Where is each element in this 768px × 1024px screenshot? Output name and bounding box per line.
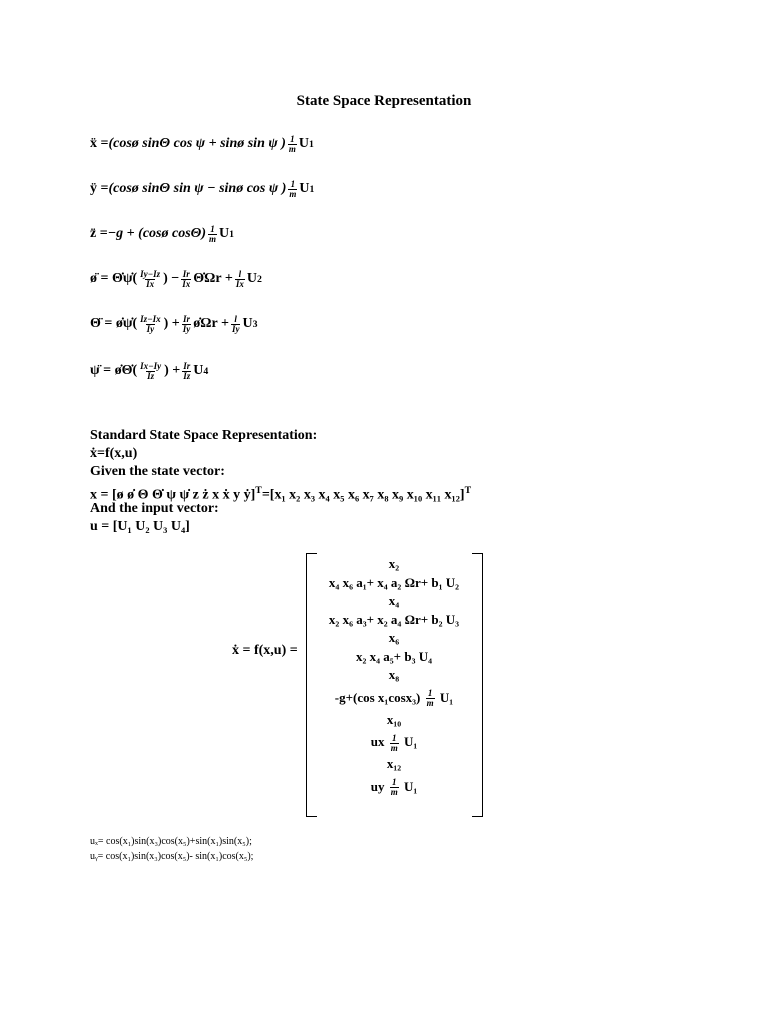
fraction: $\frac{l}{Iy}$ [231, 313, 240, 334]
matrix-row: -g+(cos x₁cosx₃) $\frac{1}{m}$ U₁ [334, 688, 454, 709]
eq-lhs: ψ̈ = ø̇Θ̇( [90, 363, 138, 378]
matrix-row: ux $\frac{1}{m}$ U₁ [370, 732, 418, 753]
eq-tail: U [246, 271, 257, 286]
fraction: $\frac{Ir}{Iz}$ [183, 360, 191, 381]
matrix-row: x₁₀ [386, 711, 402, 727]
fraction: $\frac{Iz-Ix}{Iy}$ [140, 313, 161, 334]
state-vector: x = [ø ø̇ Θ Θ̇ ψ ψ̇ z ż x ẋ y ẏ]$^T$=[x₁ x₂ x₃ x₄ x₅ x₆ x₇ x₈ x₉ x₁₀ x₁₁ x₁₂]$^T$ [90, 485, 472, 503]
equation-x-accel: ẍ = (cosø sinΘ cos ψ + sinø sin ψ ) $\frac{1}{m}$ U 1 [90, 133, 314, 154]
state-matrix [232, 553, 492, 815]
fraction: $\frac{1}{m}$ [426, 688, 434, 709]
matrix-row: uy $\frac{1}{m}$ U₁ [370, 777, 418, 798]
fraction: $\frac{Iy-Iz}{Ix}$ [140, 268, 161, 289]
matrix-row: x₈ [388, 667, 400, 682]
eq-mid: ) − [163, 271, 180, 286]
fraction: $\frac{l}{Ix}$ [235, 268, 244, 289]
fraction: $\frac{1}{m}$ [288, 133, 296, 154]
eq-lhs: ẍ = [90, 136, 109, 151]
input-vector: u = [U₁ U₂ U₃ U₄] [90, 519, 190, 534]
page-title: State Space Representation [296, 93, 472, 109]
eq-lhs: ø̈ = Θ̇ψ̇( [90, 271, 138, 286]
matrix-row: x₂ [388, 556, 400, 571]
fraction: $\frac{Ir}{Iy}$ [182, 313, 191, 334]
fraction: $\frac{1}{m}$ [289, 178, 297, 199]
fraction: $\frac{Ix-Iy}{Iz}$ [140, 360, 162, 381]
eq-body: (cosø sinΘ cos ψ + sinø sin ψ ) [108, 136, 286, 151]
eq-tail: U [242, 316, 253, 331]
equation-yaw-accel: ψ̈ = ø̇Θ̇( $\frac{Ix-Iy}{Iz}$ ) + $\frac{Ir}{Iz}$ U 4 [90, 360, 209, 381]
matrix-lhs: ẋ = f(x,u) = [232, 643, 298, 658]
input-vector-heading: And the input vector: [90, 501, 219, 516]
eq-tail: U [299, 181, 310, 196]
fraction: $\frac{Ir}{Ix}$ [182, 268, 191, 289]
eq-mid: ) + [164, 363, 181, 378]
equation-roll-accel: ø̈ = Θ̇ψ̇( $\frac{Iy-Iz}{Ix}$ ) − $\frac{Ir}{Ix}$ Θ̇Ωr + $\frac{l}{Ix}$ U 2 [90, 268, 262, 289]
eq-body: −g + (cosø cosΘ) [107, 226, 206, 241]
eq-tail: U [193, 363, 204, 378]
matrix-row: x₆ [388, 630, 400, 645]
eq-tail: U [219, 226, 230, 241]
footnote-ux: uₓ= cos(x₁)sin(x₃)cos(x₅)+sin(x₁)sin(x₅); [90, 836, 252, 847]
eq-mid: Θ̇Ωr + [193, 271, 233, 286]
eq-lhs: Θ̈ = ø̇ψ̇( [90, 316, 138, 331]
fraction: $\frac{1}{m}$ [209, 223, 217, 244]
eq-mid: ø̇Ωr + [193, 316, 229, 331]
matrix-row: x₂ x₆ a₃+ x₂ a₄ Ωr+ b₂ U₃ [328, 611, 460, 627]
footnote-uy: uᵧ= cos(x₁)sin(x₃)cos(x₅)- sin(x₁)cos(x₅); [90, 851, 254, 862]
model-equation: ẋ=f(x,u) [90, 446, 138, 461]
equation-pitch-accel: Θ̈ = ø̇ψ̇( $\frac{Iz-Ix}{Iy}$ ) + $\frac{Ir}{Iy}$ ø̇Ωr + $\frac{l}{Iy}$ U 3 [90, 313, 258, 334]
eq-mid: ) + [163, 316, 180, 331]
matrix-row: x₄ [388, 593, 400, 608]
state-vector-heading: Given the state vector: [90, 464, 225, 479]
equation-z-accel: z̈ = −g + (cosø cosΘ) $\frac{1}{m}$ U 1 [90, 223, 235, 244]
matrix-row: x₄ x₆ a₁+ x₄ a₂ Ωr+ b₁ U₂ [328, 574, 460, 590]
matrix-rows [306, 555, 482, 800]
fraction: $\frac{1}{m}$ [390, 732, 398, 753]
eq-lhs: z̈ = [90, 226, 108, 241]
matrix-row: x₂ x₄ a₅+ b₃ U₄ [355, 648, 432, 664]
matrix-row: x₁₂ [386, 756, 402, 771]
standard-heading: Standard State Space Representation: [90, 428, 318, 443]
eq-tail: U [298, 136, 310, 151]
fraction: $\frac{1}{m}$ [390, 777, 398, 798]
eq-body: (cosø sinΘ sin ψ − sinø cos ψ ) [108, 181, 287, 196]
equation-y-accel: ÿ = (cosø sinΘ sin ψ − sinø cos ψ ) $\frac{1}{m}$ U 1 [90, 178, 315, 199]
eq-lhs: ÿ = [90, 181, 109, 196]
